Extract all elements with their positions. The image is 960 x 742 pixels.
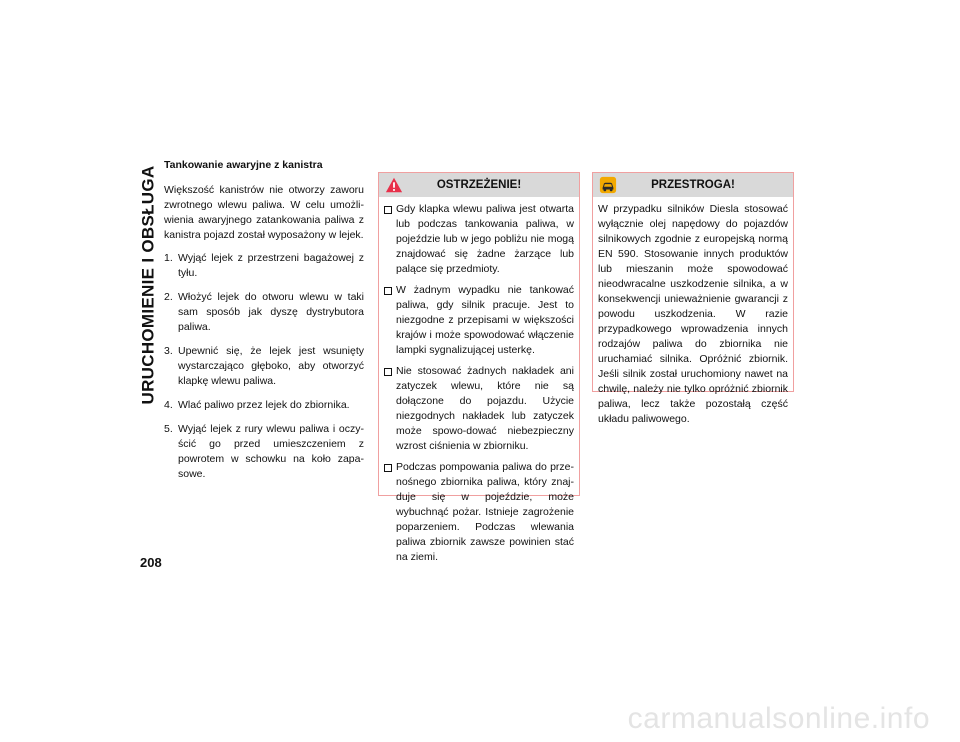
warning-item-text: Gdy klapka wlewu paliwa jest otwarta lub podczas tankowania paliwa, w pojeździe lub w jego pobliżu nie mogą znajdować się żadne żarzące lub palące się przedmioty. [396, 203, 574, 275]
main-column [164, 158, 364, 491]
step-item [164, 290, 364, 335]
warning-item-text: Podczas pompowania paliwa do prze-nośnego zbiornika paliwa, który znaj-duje się w pojeździe, może wybuchnąć pożar. Istnieje zagrożenie poparzeniem. Podczas wlewania paliwa zbiornik zawsze powinien stać na ziemi. [396, 461, 574, 563]
warning-item [384, 283, 574, 358]
side-tab-label: URUCHOMIENIE I OBSŁUGA [138, 165, 158, 405]
step-number: 4. [164, 399, 173, 411]
watermark: carmanualsonline.info [627, 702, 930, 735]
steps-list [164, 251, 364, 482]
caution-text: W przypadku silników Diesla stosować wyłącznie olej napędowy do pojazdów silnikowych zgodnie z europejską normą EN 590. Stosowanie innych produktów lub mieszanin może spowodować nieodwracalne uszkodzenie silnika, a w konsekwencji unieważnienie gwarancji z powodu uszkodzenia. W razie przypadkowego wprowadzenia innych rodzajów paliwa do zbiornika nie uruchamiać silnika. Opróżnić zbiornik. Jeśli silnik został uruchomiony nawet na chwilę, należy nie tylko opróżnić zbiornik paliwa, lecz także pozostałą część układu paliwowego. [598, 203, 788, 425]
section-title: Tankowanie awaryjne z kanistra [164, 159, 323, 171]
warning-item [384, 364, 574, 454]
caution-box [592, 172, 794, 425]
warning-box [378, 172, 580, 563]
step-item [164, 422, 364, 482]
step-number: 3. [164, 345, 173, 357]
step-number: 1. [164, 252, 173, 264]
step-text: Włożyć lejek do otworu wlewu w taki sam sposób jak dyszę dystrybutora paliwa. [178, 291, 364, 333]
warning-body [379, 197, 579, 576]
square-bullet-icon [384, 283, 396, 358]
car-caution-icon [599, 176, 617, 194]
warning-title: OSTRZEŻENIE! [436, 178, 522, 191]
warning-item-text: W żadnym wypadku nie tankować paliwa, gdy silnik pracuje. Jest to niezgodne z przepisami w większości krajów i może spowodować włączenie lampki sygnalizującej usterkę. [396, 284, 574, 356]
caution-title: PRZESTROGA! [651, 178, 735, 191]
square-bullet-icon [384, 460, 396, 565]
square-bullet-icon [384, 202, 396, 277]
step-text: Wlać paliwo przez lejek do zbiornika. [178, 399, 350, 411]
step-text: Wyjąć lejek z przestrzeni bagażowej z tyłu. [178, 252, 364, 279]
warning-list [384, 202, 574, 565]
step-number: 2. [164, 291, 173, 303]
step-item [164, 251, 364, 281]
caution-header [593, 173, 793, 197]
square-bullet-icon [384, 364, 396, 454]
warning-item [384, 202, 574, 277]
step-text: Wyjąć lejek z rury wlewu paliwa i oczy-ścić go przed umieszczeniem z powrotem w schowku na koło zapa-sowe. [178, 423, 364, 480]
warning-item-text: Nie stosować żadnych nakładek ani zatyczek wlewu, które nie są dołączone do pojazdu. Użycie niezgodnych nakładek lub zatyczek może spowo-dować niebezpieczny wzrost ciśnienia w zbiorniku. [396, 365, 574, 452]
step-item [164, 344, 364, 389]
warning-triangle-icon [385, 176, 403, 194]
step-text: Upewnić się, że lejek jest wsunięty wystarczająco głęboko, aby otworzyć klapkę wlewu paliwa. [178, 345, 364, 387]
page-number: 208 [140, 555, 162, 570]
side-tab [136, 160, 160, 410]
section-intro: Większość kanistrów nie otworzy zaworu zwrotnego wlewu paliwa. W celu umożli-wienia awaryjnego zatankowania paliwa z kanistra pojazd został wyposażony w lejek. [164, 184, 364, 241]
warning-item [384, 460, 574, 565]
caution-body [593, 197, 793, 432]
step-number: 5. [164, 423, 173, 435]
warning-header [379, 173, 579, 197]
step-item [164, 398, 364, 413]
